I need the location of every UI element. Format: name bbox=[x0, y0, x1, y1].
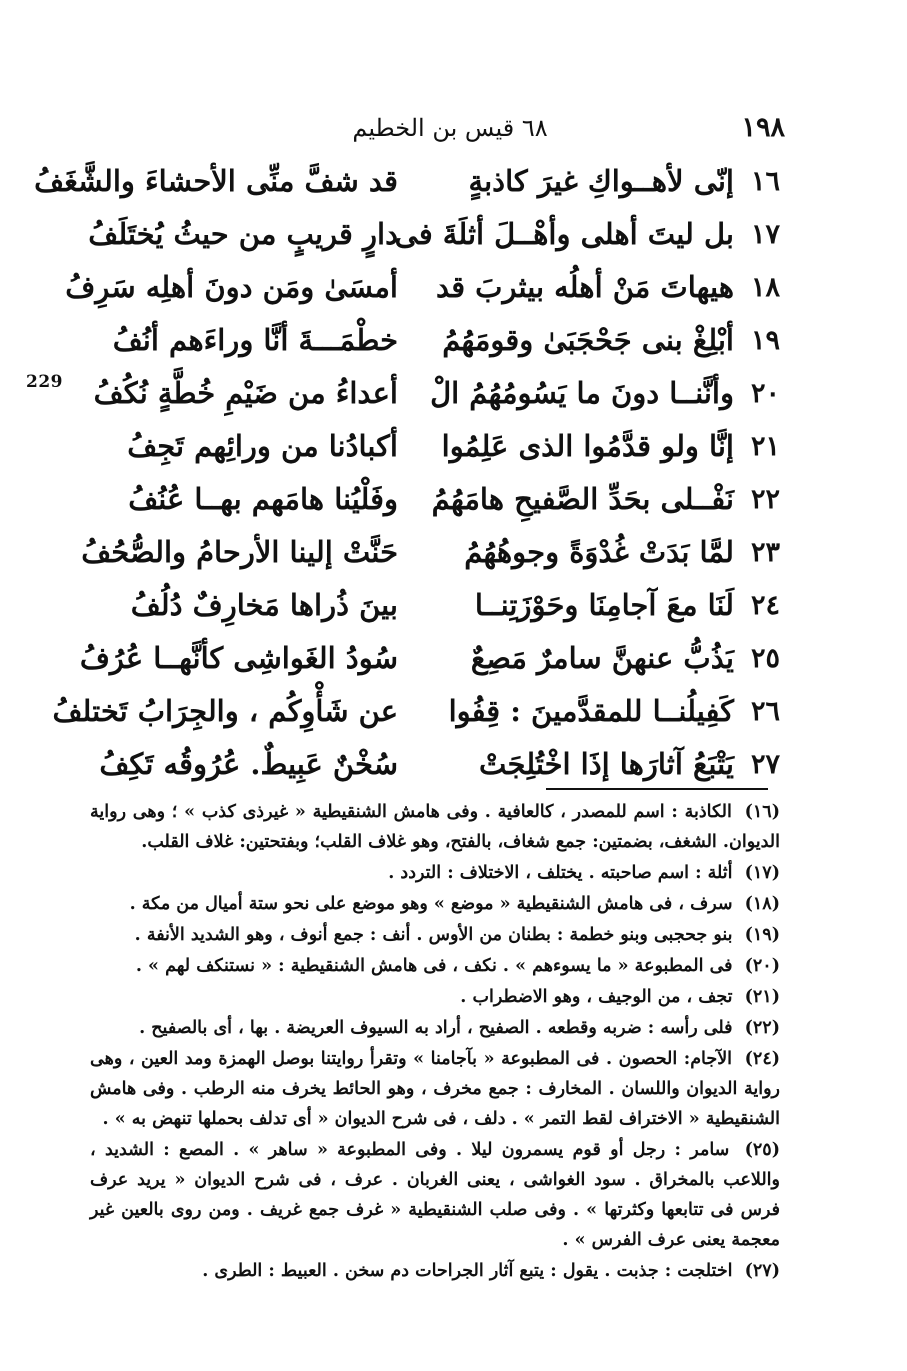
footnote-text: تجف ، من الوجيف ، وهو الاضطراب . bbox=[460, 987, 733, 1007]
verse-first-hemistich: هيهاتَ مَنْ أهلُه بيثربَ قد bbox=[435, 270, 734, 304]
verse-first-hemistich: إنّى لأهــواكِ غيرَ كاذبةٍ bbox=[468, 164, 734, 198]
verse-line bbox=[80, 372, 780, 425]
verse-line bbox=[80, 584, 780, 637]
footnote-text: الآجام: الحصون . فى المطبوعة « بآجامنا » وتقرأ روايتنا بوصل الهمزة ومد العين ، وهى رواية الديوان واللسان . المخارف : جمع مخرف ، وهو الحائط يخرف منه الرطب . وفى هامش الشنقيطية « الاختراف لقط التمر » . دلف ، فى شرح الديوان « أى تدلف بحملها تنهض به » . bbox=[90, 1049, 780, 1129]
verse-second-hemistich: أكبادُنا من ورائِهم تَجِفُ bbox=[127, 429, 398, 463]
footnote-text: اختلجت : جذبت . يقول : يتبع آثار الجراحات دم سخن . العبيط : الطرى . bbox=[202, 1261, 733, 1281]
verse-second-hemistich: سُخْنٌ عَبِيطٌ. عُرُوقُه تَكِفُ bbox=[99, 747, 398, 781]
footnote-number: (١٦) bbox=[744, 802, 780, 822]
verse-line bbox=[80, 531, 780, 584]
footnote-number: (١٨) bbox=[744, 894, 780, 914]
verse-number: ١٩ bbox=[750, 325, 780, 356]
verse-first-hemistich: نَفْــلى بحَدِّ الصَّفيحِ هامَهُمُ bbox=[431, 482, 734, 516]
verse-number: ٢٥ bbox=[750, 643, 780, 674]
footnote bbox=[90, 982, 780, 1012]
verse-second-hemistich: وفَلْيُنا هامَهم بهــا عُنُفُ bbox=[128, 482, 398, 516]
verse-line bbox=[80, 425, 780, 478]
footnote-number: (٢٠) bbox=[744, 956, 780, 976]
footnote-text: سامر : رجل أو قوم يسمرون ليلا . وفى المطبوعة « ساهر » . المصع : الشديد ، واللاعب بالمخراق . سود الغواشى ، يعنى الغربان . عرف ، فى شرح الديوان « يريد عرف فرس فى تتابعها وكثرتها » . وفى صلب الشنقيطية « غرف جمع غريف . ومن روى بالعين غير معجمة يعنى عرف الفرس » . bbox=[90, 1140, 780, 1250]
footnote bbox=[90, 1044, 780, 1134]
verse-first-hemistich: إنَّا ولو قدَّمُوا الذى عَلِمُوا bbox=[441, 429, 734, 463]
footnote-text: فلى رأسه : ضربه وقطعه . الصفيح ، أراد به السيوف العريضة . بها ، أى بالصفيح . bbox=[139, 1018, 733, 1038]
footnote-text: أثلة : اسم صاحبته . يختلف ، الاختلاف : التردد . bbox=[388, 863, 733, 883]
verse-line bbox=[52, 690, 780, 743]
verse-first-hemistich: يَذُبُّ عنهنَّ سامرٌ مَصِعٌ bbox=[470, 641, 734, 675]
footnote bbox=[90, 951, 780, 981]
verse-line bbox=[65, 266, 780, 319]
verse-second-hemistich: أعداءُ من ضَيْمِ خُطَّةٍ نُكُفُ bbox=[93, 376, 398, 410]
footnote-number: (٢١) bbox=[744, 987, 780, 1007]
footnote-text: سرف ، فى هامش الشنقيطية « موضع » وهو موضع على نحو ستة أميال من مكة . bbox=[129, 894, 733, 914]
footnote bbox=[90, 797, 780, 857]
verse-first-hemistich: بل ليتَ أهلى وأهْــلَ أثلَةَ فى bbox=[394, 217, 734, 251]
footnote bbox=[90, 889, 780, 919]
running-title: ٦٨ قيس بن الخطيم bbox=[352, 114, 548, 142]
verse-first-hemistich: أبْلِغْ بنى جَحْجَبَىٰ وقومَهُمُ bbox=[442, 323, 734, 357]
footnote bbox=[90, 858, 780, 888]
footnote-number: (١٩) bbox=[744, 925, 780, 945]
verse-number: ٢٣ bbox=[750, 537, 780, 568]
verse-second-hemistich: دارٍ قريبٍ من حيثُ يُختَلَفُ bbox=[88, 217, 398, 251]
verse-second-hemistich: أمسَىٰ ومَن دونَ أهلِه سَرِفُ bbox=[65, 270, 398, 304]
verse-number: ١٦ bbox=[750, 166, 780, 197]
margin-page-reference: 229 bbox=[26, 372, 63, 392]
verse-first-hemistich: لمَّا بَدَتْ غُدْوَةً وجوهُهُمُ bbox=[464, 535, 734, 569]
verse-line bbox=[80, 637, 780, 690]
verse-line bbox=[80, 319, 780, 372]
verse-number: ٢٤ bbox=[750, 590, 780, 621]
verse-first-hemistich: كَفِيلُنــا للمقدَّمينَ : قِفُوا bbox=[448, 694, 734, 728]
verse-number: ١٧ bbox=[750, 219, 780, 250]
footnote-text: فى المطبوعة « ما يسوءهم » . نكف ، فى هامش الشنقيطية : « نستنكف لهم » . bbox=[135, 956, 733, 976]
verse-number: ٢٢ bbox=[750, 484, 780, 515]
verse-number: ٢٧ bbox=[750, 749, 780, 780]
verse-number: ١٨ bbox=[750, 272, 780, 303]
footnote-divider bbox=[546, 788, 768, 790]
verse-second-hemistich: بينَ ذُراها مَخارِفٌ دُلُفُ bbox=[130, 588, 398, 622]
verse-second-hemistich: سُودُ الغَواشِى كأنَّهــا عُرُفُ bbox=[79, 641, 398, 675]
verse-first-hemistich: يَتْبَعُ آثارَها إذَا اخْتُلِجَتْ bbox=[479, 747, 734, 781]
verse-number: ٢١ bbox=[750, 431, 780, 462]
page-header bbox=[0, 112, 907, 152]
verse-second-hemistich: خطْمَـــةَ أنَّا وراءَهم أنُفُ bbox=[112, 323, 398, 357]
verse-line bbox=[80, 213, 780, 266]
footnote-text: الكاذبة : اسم للمصدر ، كالعافية . وفى هامش الشنقيطية « غيرذى كذب » ؛ وهى رواية الديوان. الشغف، بضمتين: جمع شغاف، بالفتح، وهو غلاف القلب؛ وبفتحتين: غلاف القلب. bbox=[90, 802, 780, 852]
verse-line bbox=[80, 478, 780, 531]
footnote bbox=[90, 920, 780, 950]
verse-number: ٢٦ bbox=[750, 696, 780, 727]
footnote bbox=[90, 1256, 780, 1286]
footnote-number: (٢٢) bbox=[744, 1018, 780, 1038]
footnote bbox=[90, 1013, 780, 1043]
footnote-text: بنو جحجبى وبنو خطمة : بطنان من الأوس . أنف : جمع أنوف ، وهو الشديد الأنفة . bbox=[134, 925, 733, 945]
footnote-number: (٢٤) bbox=[744, 1049, 781, 1069]
verse-first-hemistich: وأنَّنــا دونَ ما يَسُومُهُمُ الْ bbox=[430, 376, 734, 410]
footnote-number: (٢٧) bbox=[744, 1261, 780, 1281]
footnote bbox=[90, 1135, 780, 1255]
verse-line bbox=[34, 160, 780, 213]
verse-second-hemistich: حَنَّتْ إلينا الأرحامُ والصُّحُفُ bbox=[81, 535, 398, 569]
footnote-number: (٢٥) bbox=[744, 1140, 780, 1160]
verse-first-hemistich: لَنَا معَ آجامِنَا وحَوْزَتِنــا bbox=[474, 588, 734, 622]
footnotes bbox=[90, 797, 780, 1287]
page-number: ١٩٨ bbox=[741, 112, 785, 143]
footnote-number: (١٧) bbox=[744, 863, 780, 883]
verse-second-hemistich: قد شفَّ منِّى الأحشاءَ والشَّغَفُ bbox=[34, 164, 398, 198]
verse-number: ٢٠ bbox=[750, 378, 780, 409]
verse-second-hemistich: عن شَأْوِكُم ، والجِرَابُ تَختلفُ bbox=[52, 694, 398, 728]
